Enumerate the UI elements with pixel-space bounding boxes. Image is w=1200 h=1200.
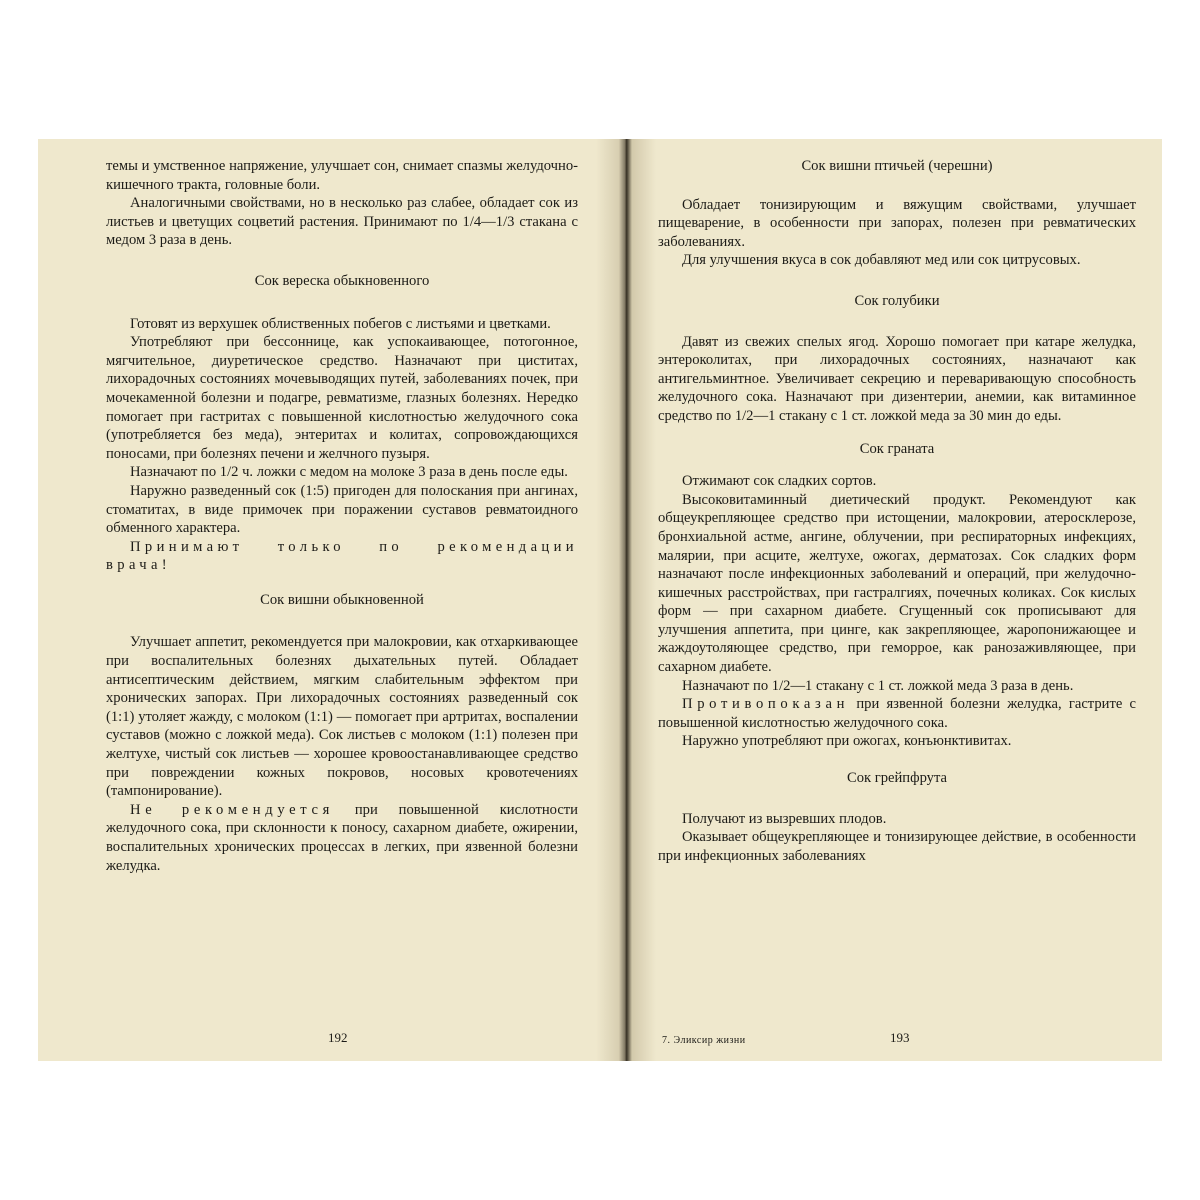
paragraph: Давят из свежих спелых ягод. Хорошо помогает при катаре желудка, энтероколитах, при лихорадочных состояниях, назначают как антигельминтное. Увеличивает секрецию и переваривающую способность желудочного сока. Назначают при дизентерии, анемии, как витаминное средство по 1/2—1 стакану с 1 ст. ложкой меда за 30 мин до еды. [658,333,1136,424]
paragraph [658,695,1136,732]
paragraph [106,801,578,875]
paragraph: Оказывает общеукрепляющее и тонизирующее действие, в особенности при инфекционных заболеваниях [658,829,1136,864]
spaced-emphasis: Не рекомендуется [130,801,335,818]
paragraph: Получают из вызревших плодов. [682,810,887,827]
page-number: 193 [890,1030,910,1045]
paragraph: Аналогичными свойствами, но в несколько раз слабее, обладает сок из листьев и цветущих соцветий растения. Принимают по 1/4—1/3 стакана с медом 3 раза в день. [106,195,578,249]
paragraph: Наружно употребляют при ожогах, конъюнктивитах. [682,733,1012,750]
left-page-text [106,157,578,875]
paragraph: Употребляют при бессоннице, как успокаивающее, потогонное, мягчительное, диуретическое средство. Назначают при циститах, лихорадочных состояниях мочевыводящих путей, заболеваниях почек, при мочекаменной болезни и подагре, ревматизме, глазных болезнях. Нередко помогает при гастритах с повышенной кислотностью желудочного сока (употребляется без меда), энтеритах и колитах, сопровождающихся поносами, при болезнях печени и желчного пузыря. [106,334,578,462]
printer-signature-mark: 7. Эликсир жизни [662,1035,746,1046]
paragraph: Готовят из верхушек облиственных побегов с листьями и цветками. [130,315,551,332]
section-heading: Сок вишни птичьей (черешни) [801,158,993,174]
page-number: 192 [328,1030,348,1045]
section-heading: Сок вишни обыкновенной [260,591,424,608]
paragraph: темы и умственное напряжение, улучшает сон, снимает спазмы желудочно-кишечного тракта, головные боли. [106,158,578,193]
book-gutter [596,139,656,1061]
spaced-emphasis: Противопоказан [682,696,850,713]
paragraph-text: при язвенной болезни желудка, гастрите с повышенной кислотностью желудочного сока. [658,696,1136,731]
paragraph: Назначают по 1/2 ч. ложки с медом на молоке 3 раза в день после еды. [130,464,568,481]
paragraph: Высоковитаминный диетический продукт. Рекомендуют как общеукрепляющее средство при истощении, малокровии, атеросклерозе, бронхиальной астме, ангине, облучении, при респираторных инфекциях, малярии, при асците, желтухе, ожогах, дерматозах. Сок сладких форм назначают после инфекционных заболеваний и операций, при желудочно-кишечных расстройствах, при гастралгиях, почечных коликах. Сок кислых форм — при сахарном диабете. Сгущенный сок прописывают для улучшения аппетита, при цинге, как закрепляющее, жаропонижающее и жаждоутоляющее средство, при геморрое, как ранозаживляющее, при сахарном диабете. [658,491,1136,676]
right-page [658,139,1136,1061]
paragraph: Отжимают сок сладких сортов. [682,473,877,490]
warning-paragraph: Принимают только по рекомендации врача! [106,538,578,574]
section-heading: Сок граната [859,440,935,457]
section-heading: Сок вереска обыкновенного [254,272,430,289]
book-spread [38,139,1162,1061]
section-heading: Сок голубики [854,292,940,309]
paragraph: Для улучшения вкуса в сок добавляют мед или сок цитрусовых. [682,252,1081,269]
paragraph: Улучшает аппетит, рекомендуется при малокровии, как отхаркивающее при воспалительных болезнях дыхательных путей. Обладает антисептическим действием, мягким слабительным эффектом при хронических запорах. При лихорадочных состояниях разведенный сок (1:1) утоляет жажду, с молоком (1:1) — помогает при артритах, воспалении суставов (можно с ложкой меда). Сок листьев с молоком (1:1) полезен при желтухе, чистый сок листьев — хорошее кровоостанавливающее средство при повреждении кожных покровов, носовых кровотечениях (тампонирование). [106,634,578,800]
paragraph-text: при повышенной кислотности желудочного сока, при склонности к поносу, сахарном диабете, ожирении, воспалительных хронических процессах в легких, при язвенной болезни желудка. [106,801,578,874]
paragraph: Назначают по 1/2—1 стакану с 1 ст. ложкой меда 3 раза в день. [682,677,1074,694]
right-page-text [658,157,1136,865]
left-page [106,139,578,1061]
paragraph: Наружно разведенный сок (1:5) пригоден для полоскания при ангинах, стоматитах, в виде примочек при поражении суставов ревматоидного обменного характера. [106,482,578,537]
section-heading: Сок грейпфрута [846,770,948,787]
paragraph: Обладает тонизирующим и вяжущим свойствами, улучшает пищеварение, в особенности при запорах, полезен при ревматических заболеваниях. [658,196,1136,250]
